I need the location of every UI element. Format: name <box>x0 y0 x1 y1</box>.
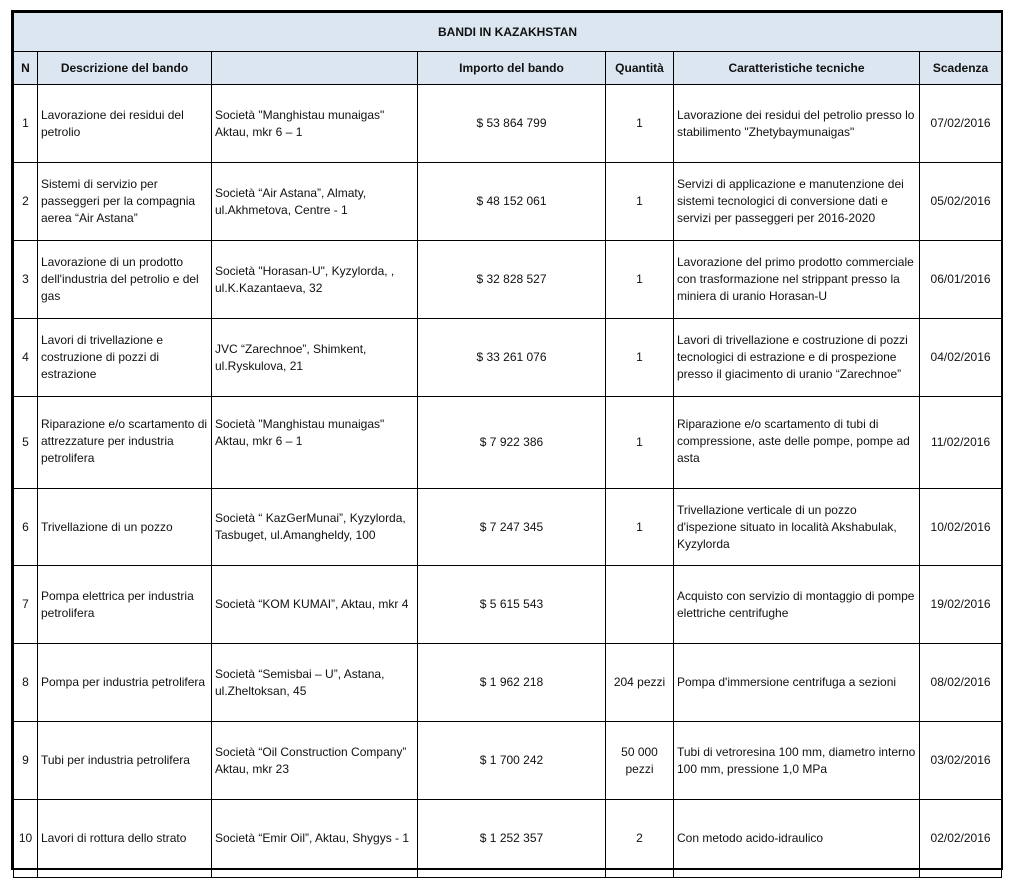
cell-quantita: 1 <box>606 241 674 319</box>
cell-descrizione: Trivellazione di un pozzo <box>38 489 212 566</box>
cell-quantita: 50 000 pezzi <box>606 722 674 800</box>
cell-n: 3 <box>14 241 38 319</box>
cell-caratteristiche: Pompa d'immersione centrifuga a sezioni <box>674 644 920 722</box>
cell-scadenza: 04/02/2016 <box>920 319 1002 397</box>
cell-importo: $ 5 615 543 <box>418 566 606 644</box>
cell-quantita: 2 <box>606 800 674 878</box>
header-row <box>14 52 1002 85</box>
cell-descrizione: Riparazione e/o scartamento di attrezzature per industria petrolifera <box>38 397 212 489</box>
cell-descrizione: Sistemi di servizio per passeggeri per la compagnia aerea “Air Astana” <box>38 163 212 241</box>
cell-n: 8 <box>14 644 38 722</box>
cell-descrizione: Lavori di trivellazione e costruzione di pozzi di estrazione <box>38 319 212 397</box>
cell-n: 7 <box>14 566 38 644</box>
cell-caratteristiche: Lavorazione del primo prodotto commerciale con trasformazione nel strippant presso la miniera di uranio Horasan-U <box>674 241 920 319</box>
header-scadenza: Scadenza <box>920 52 1002 85</box>
cell-quantita: 1 <box>606 489 674 566</box>
cell-scadenza: 06/01/2016 <box>920 241 1002 319</box>
cell-committente: Società “Semisbai – U”, Astana, ul.Zheltoksan, 45 <box>212 644 418 722</box>
table-title: BANDI IN KAZAKHSTAN <box>14 13 1002 52</box>
cell-n: 1 <box>14 85 38 163</box>
header-committente <box>212 52 418 85</box>
cell-committente: JVC “Zarechnoe”, Shimkent, ul.Ryskulova, 21 <box>212 319 418 397</box>
cell-n: 2 <box>14 163 38 241</box>
table-row <box>14 722 1002 800</box>
cell-committente: Società “KOM KUMAI”, Aktau, mkr 4 <box>212 566 418 644</box>
header-caratteristiche: Caratteristiche tecniche <box>674 52 920 85</box>
table-row <box>14 800 1002 878</box>
table-row <box>14 397 1002 489</box>
table-row <box>14 644 1002 722</box>
table-row <box>14 566 1002 644</box>
cell-quantita: 1 <box>606 163 674 241</box>
cell-descrizione: Lavori di rottura dello strato <box>38 800 212 878</box>
cell-importo: $ 32 828 527 <box>418 241 606 319</box>
header-quantita: Quantità <box>606 52 674 85</box>
table-row <box>14 85 1002 163</box>
table-row <box>14 319 1002 397</box>
cell-committente: Società “Air Astana”, Almaty, ul.Akhmetova, Centre - 1 <box>212 163 418 241</box>
cell-quantita: 1 <box>606 85 674 163</box>
cell-descrizione: Lavorazione di un prodotto dell'industria del petrolio e del gas <box>38 241 212 319</box>
cell-quantita: 1 <box>606 319 674 397</box>
cell-committente: Società “ KazGerMunai”, Kyzylorda, Tasbuget, ul.Amangheldy, 100 <box>212 489 418 566</box>
cell-n: 6 <box>14 489 38 566</box>
cell-committente: Società “Emir Oil”, Aktau, Shygys - 1 <box>212 800 418 878</box>
cell-caratteristiche: Lavori di trivellazione e costruzione di pozzi tecnologici di estrazione e di prospezione presso il giacimento di uranio “Zarechnoe” <box>674 319 920 397</box>
cell-caratteristiche: Servizi di applicazione e manutenzione dei sistemi tecnologici di conversione dati e servizi per passeggeri per 2016-2020 <box>674 163 920 241</box>
cell-committente: Società “Oil Construction Company” Aktau, mkr 23 <box>212 722 418 800</box>
cell-n: 9 <box>14 722 38 800</box>
cell-caratteristiche: Tubi di vetroresina 100 mm, diametro interno 100 mm, pressione 1,0 MPa <box>674 722 920 800</box>
cell-importo: $ 48 152 061 <box>418 163 606 241</box>
cell-descrizione: Pompa per industria petrolifera <box>38 644 212 722</box>
cell-importo: $ 7 922 386 <box>418 397 606 489</box>
cell-scadenza: 05/02/2016 <box>920 163 1002 241</box>
cell-importo: $ 1 252 357 <box>418 800 606 878</box>
cell-scadenza: 19/02/2016 <box>920 566 1002 644</box>
cell-descrizione: Tubi per industria petrolifera <box>38 722 212 800</box>
cell-caratteristiche: Riparazione e/o scartamento di tubi di compressione, aste delle pompe, pompe ad asta <box>674 397 920 489</box>
cell-scadenza: 08/02/2016 <box>920 644 1002 722</box>
cell-importo: $ 1 962 218 <box>418 644 606 722</box>
cell-importo: $ 7 247 345 <box>418 489 606 566</box>
header-importo: Importo del bando <box>418 52 606 85</box>
cell-quantita: 204 pezzi <box>606 644 674 722</box>
cell-quantita: 1 <box>606 397 674 489</box>
cell-scadenza: 11/02/2016 <box>920 397 1002 489</box>
cell-caratteristiche: Lavorazione dei residui del petrolio presso lo stabilimento "Zhetybaymunaigas" <box>674 85 920 163</box>
cell-n: 10 <box>14 800 38 878</box>
cell-descrizione: Lavorazione dei residui del petrolio <box>38 85 212 163</box>
cell-committente: Società "Horasan-U", Kyzylorda, , ul.K.Kazantaeva, 32 <box>212 241 418 319</box>
cell-committente: Società "Manghistau munaigas" Aktau, mkr 6 – 1 <box>212 397 418 489</box>
cell-caratteristiche: Trivellazione verticale di un pozzo d'ispezione situato in località Akshabulak, Kyzylorda <box>674 489 920 566</box>
cell-caratteristiche: Con metodo acido-idraulico <box>674 800 920 878</box>
table-title-row <box>14 13 1002 52</box>
table-row <box>14 241 1002 319</box>
cell-scadenza: 10/02/2016 <box>920 489 1002 566</box>
cell-quantita <box>606 566 674 644</box>
cell-scadenza: 02/02/2016 <box>920 800 1002 878</box>
header-n: N <box>14 52 38 85</box>
cell-n: 4 <box>14 319 38 397</box>
cell-scadenza: 03/02/2016 <box>920 722 1002 800</box>
tender-table-frame <box>11 10 1003 870</box>
tender-table <box>13 12 1002 878</box>
cell-descrizione: Pompa elettrica per industria petrolifera <box>38 566 212 644</box>
cell-committente: Società "Manghistau munaigas" Aktau, mkr 6 – 1 <box>212 85 418 163</box>
cell-importo: $ 1 700 242 <box>418 722 606 800</box>
header-descrizione: Descrizione del bando <box>38 52 212 85</box>
cell-scadenza: 07/02/2016 <box>920 85 1002 163</box>
cell-caratteristiche: Acquisto con servizio di montaggio di pompe elettriche centrifughe <box>674 566 920 644</box>
cell-importo: $ 53 864 799 <box>418 85 606 163</box>
cell-importo: $ 33 261 076 <box>418 319 606 397</box>
table-row <box>14 163 1002 241</box>
cell-n: 5 <box>14 397 38 489</box>
table-row <box>14 489 1002 566</box>
